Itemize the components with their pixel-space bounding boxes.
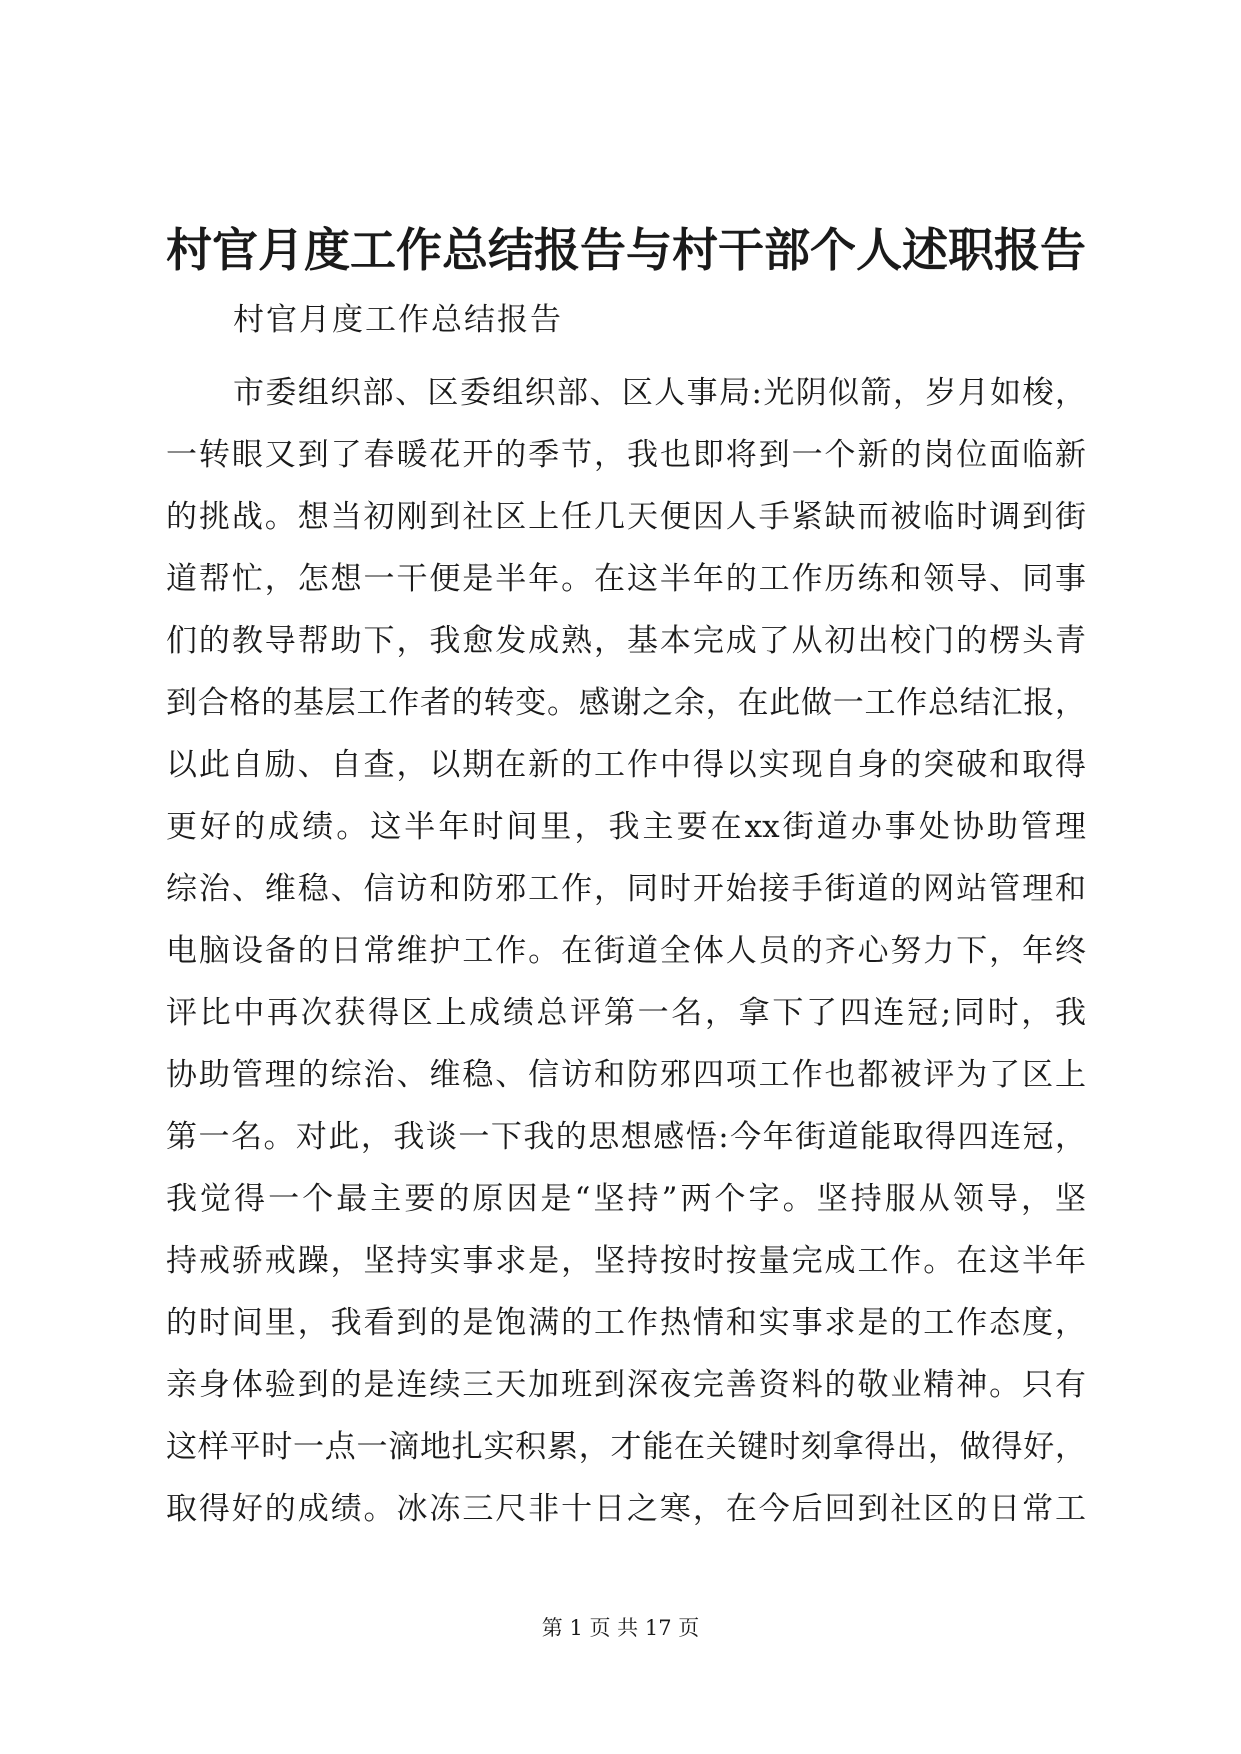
body-line: 协助管理的综治、维稳、信访和防邪四项工作也都被评为了区上 [166, 1057, 1086, 1093]
body-line: 持戒骄戒躁，坚持实事求是，坚持按时按量完成工作。在这半年 [166, 1243, 1086, 1279]
body-line: 道帮忙，怎想一干便是半年。在这半年的工作历练和领导、同事 [166, 561, 1086, 597]
body-line: 我觉得一个最主要的原因是“坚持”两个字。坚持服从领导，坚 [166, 1181, 1086, 1217]
body-line: 的挑战。想当初刚到社区上任几天便因人手紧缺而被临时调到街 [166, 499, 1086, 535]
document-subtitle: 村官月度工作总结报告 [233, 302, 563, 338]
body-line: 亲身体验到的是连续三天加班到深夜完善资料的敬业精神。只有 [166, 1367, 1086, 1403]
body-line: 以此自励、自查，以期在新的工作中得以实现自身的突破和取得 [166, 747, 1086, 783]
body-line: 综治、维稳、信访和防邪工作，同时开始接手街道的网站管理和 [166, 871, 1086, 907]
document-title: 村官月度工作总结报告与村干部个人述职报告 [166, 223, 1086, 277]
body-line: 到合格的基层工作者的转变。感谢之余，在此做一工作总结汇报， [166, 685, 1086, 721]
body-line: 一转眼又到了春暖花开的季节，我也即将到一个新的岗位面临新 [166, 437, 1086, 473]
body-line: 们的教导帮助下，我愈发成熟，基本完成了从初出校门的楞头青 [166, 623, 1086, 659]
page-number-footer: 第 1 页 共 17 页 [541, 1616, 700, 1640]
body-line: 这样平时一点一滴地扎实积累，才能在关键时刻拿得出，做得好， [166, 1429, 1086, 1465]
body-line: 市委组织部、区委组织部、区人事局:光阴似箭，岁月如梭， [233, 375, 1086, 411]
document-body [166, 362, 1086, 1540]
body-line: 评比中再次获得区上成绩总评第一名，拿下了四连冠;同时，我 [166, 995, 1086, 1031]
body-line: 第一名。对此，我谈一下我的思想感悟:今年街道能取得四连冠， [166, 1119, 1086, 1155]
body-line: 更好的成绩。这半年时间里，我主要在xx街道办事处协助管理 [166, 809, 1086, 845]
body-line: 取得好的成绩。冰冻三尺非十日之寒，在今后回到社区的日常工 [166, 1491, 1086, 1527]
body-line: 电脑设备的日常维护工作。在街道全体人员的齐心努力下，年终 [166, 933, 1086, 969]
body-line: 的时间里，我看到的是饱满的工作热情和实事求是的工作态度， [166, 1305, 1086, 1341]
